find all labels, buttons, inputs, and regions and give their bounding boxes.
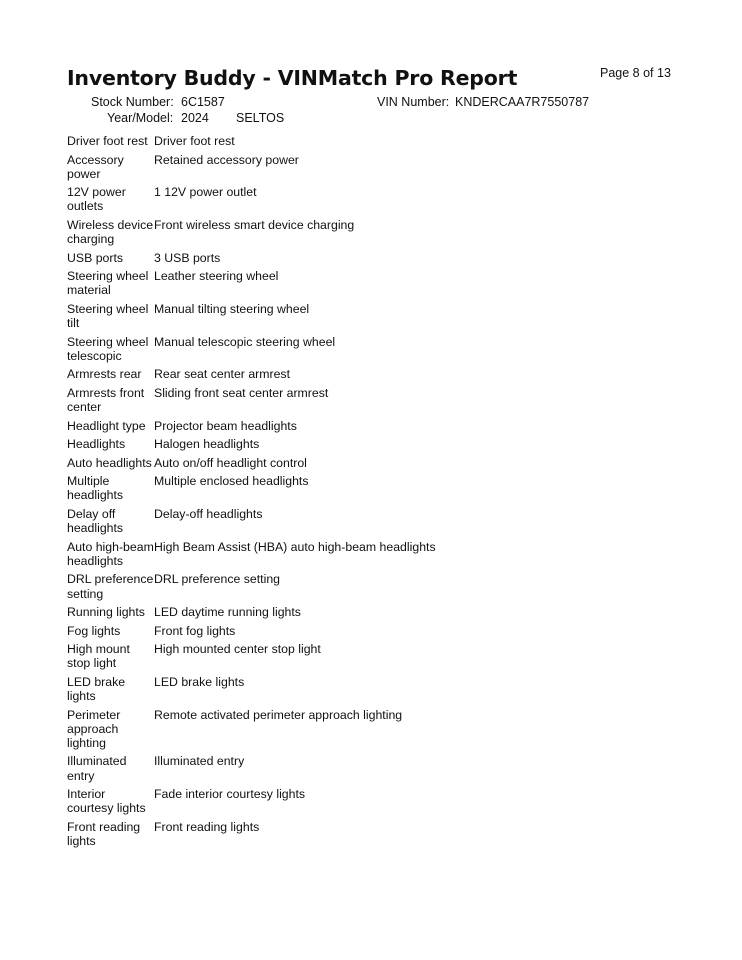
feature-name: Running lights [67, 605, 145, 620]
feature-row [67, 605, 507, 619]
feature-description: Front fog lights [154, 623, 236, 638]
feature-name: Headlights [67, 437, 126, 452]
model-value: SELTOS [236, 111, 285, 125]
feature-table [67, 134, 507, 853]
feature-description: Rear seat center armrest [154, 367, 290, 382]
feature-name: Illuminated entry [67, 754, 127, 783]
feature-description: High mounted center stop light [154, 642, 321, 657]
feature-name: Interior courtesy lights [67, 787, 146, 816]
feature-name: High mount stop light [67, 642, 130, 671]
feature-row [67, 507, 507, 535]
feature-name: Driver foot rest [67, 134, 148, 148]
feature-name: LED brake lights [67, 675, 126, 704]
feature-name: Steering wheel material [67, 269, 149, 298]
stock-number-value: 6C1587 [181, 95, 225, 109]
feature-row [67, 153, 507, 181]
feature-description: Manual telescopic steering wheel [154, 334, 336, 349]
feature-row [67, 540, 507, 568]
feature-row [67, 456, 507, 470]
feature-name: 12V power outlets [67, 185, 126, 214]
feature-row [67, 335, 507, 363]
feature-name: USB ports [67, 250, 124, 265]
feature-row [67, 754, 507, 782]
report-title: Inventory Buddy - VINMatch Pro Report [67, 66, 518, 90]
stock-number-label: Stock Number: [91, 95, 174, 109]
feature-name: Armrests rear [67, 367, 142, 382]
feature-row [67, 787, 507, 815]
feature-description: Halogen headlights [154, 437, 260, 452]
feature-name: Multiple headlights [67, 474, 124, 503]
feature-row [67, 185, 507, 213]
feature-description: Fade interior courtesy lights [154, 787, 306, 802]
feature-description: Sliding front seat center armrest [154, 385, 329, 400]
feature-row [67, 218, 507, 246]
feature-description: Retained accessory power [154, 152, 299, 167]
vin-number-value: KNDERCAA7R7550787 [455, 95, 590, 109]
feature-description: Auto on/off headlight control [154, 455, 307, 470]
feature-description: Multiple enclosed headlights [154, 474, 309, 489]
feature-name: Front reading lights [67, 819, 141, 848]
feature-name: Wireless device charging [67, 217, 154, 247]
feature-description: Delay-off headlights [154, 507, 263, 522]
feature-row [67, 708, 507, 750]
feature-description: Front reading lights [154, 819, 260, 834]
feature-row [67, 675, 507, 703]
feature-name: Steering wheel tilt [67, 301, 149, 331]
vin-number-label: VIN Number: [377, 95, 450, 109]
feature-description: Manual tilting steering wheel [154, 301, 310, 316]
year-value: 2024 [181, 111, 209, 125]
feature-description: Illuminated entry [154, 754, 245, 769]
feature-name: Fog lights [67, 623, 121, 638]
feature-description: 3 USB ports [154, 250, 221, 265]
feature-description: DRL preference setting [154, 572, 280, 587]
page-number: Page 8 of 13 [600, 66, 671, 80]
feature-row [67, 134, 507, 148]
feature-name: Perimeter approach lighting [67, 707, 121, 750]
feature-description: Front wireless smart device charging [154, 217, 355, 232]
year-model-label: Year/Model: [107, 111, 174, 125]
feature-row [67, 820, 507, 848]
feature-name: Delay off headlights [67, 507, 124, 536]
feature-name: Steering wheel telescopic [67, 334, 149, 363]
feature-row [67, 624, 507, 638]
feature-name: Armrests front center [67, 385, 145, 414]
feature-description: High Beam Assist (HBA) auto high-beam headlights [154, 539, 436, 554]
feature-name: Auto headlights [67, 455, 152, 470]
feature-name: DRL preference setting [67, 572, 154, 601]
feature-row [67, 437, 507, 451]
feature-name: Auto high-beam headlights [67, 539, 154, 568]
feature-description: Remote activated perimeter approach lighting [154, 707, 403, 722]
feature-row [67, 367, 507, 381]
feature-description: LED daytime running lights [154, 605, 301, 620]
feature-description: Projector beam headlights [154, 418, 297, 433]
feature-description: Driver foot rest [154, 134, 235, 148]
feature-name: Headlight type [67, 418, 146, 433]
feature-row [67, 269, 507, 297]
feature-row [67, 419, 507, 433]
feature-description: LED brake lights [154, 675, 245, 689]
feature-row [67, 572, 507, 600]
feature-row [67, 474, 507, 502]
feature-name: Accessory power [67, 152, 124, 181]
feature-row [67, 642, 507, 670]
feature-row [67, 386, 507, 414]
feature-row [67, 302, 507, 330]
feature-description: Leather steering wheel [154, 269, 279, 284]
feature-row [67, 251, 507, 265]
feature-description: 1 12V power outlet [154, 185, 257, 200]
